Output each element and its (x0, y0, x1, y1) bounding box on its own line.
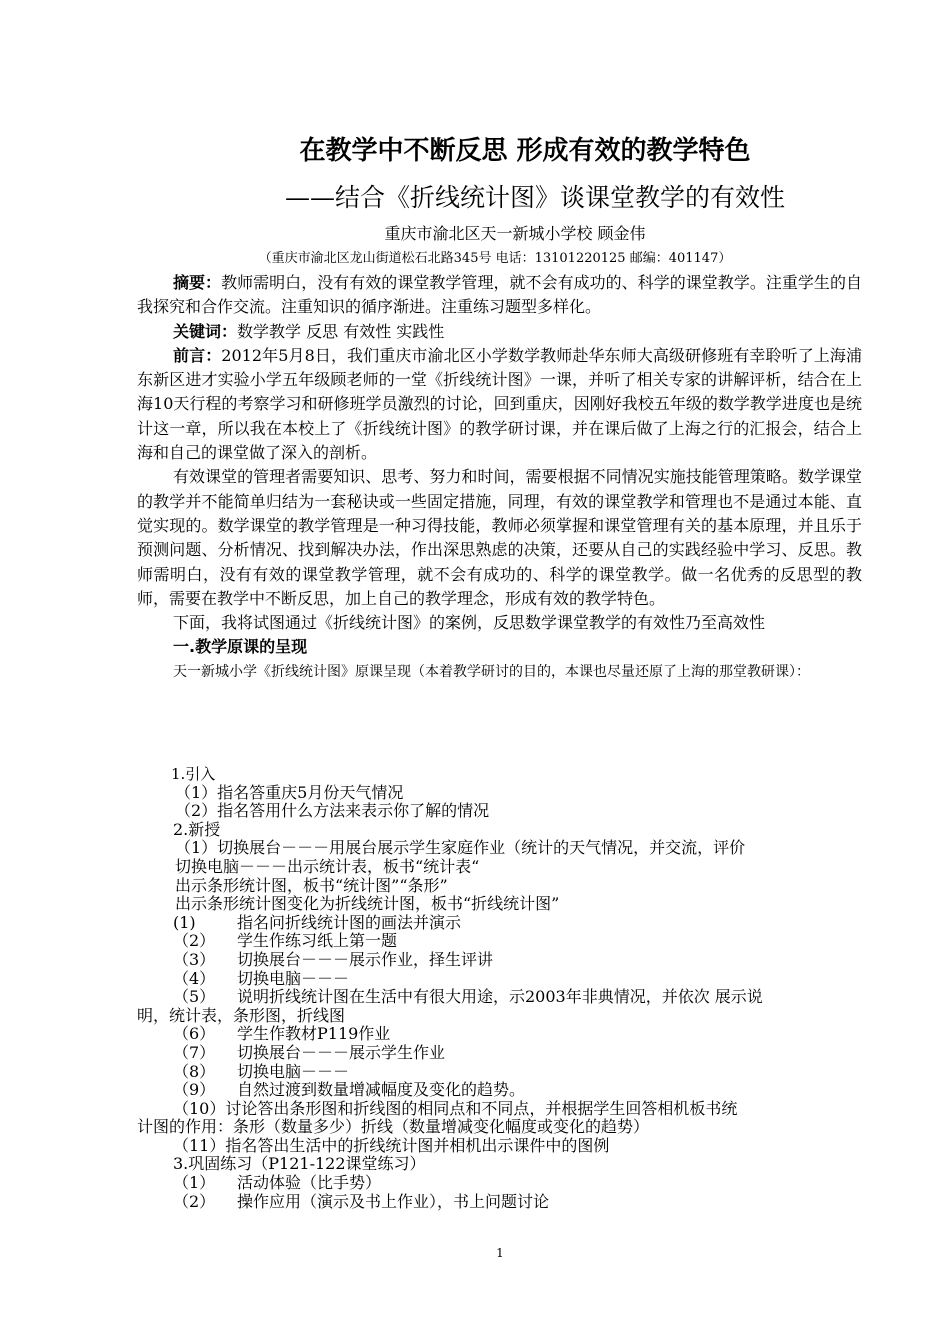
item-text: 指名问折线统计图的画法并演示 (237, 912, 462, 932)
abstract-paragraph (137, 271, 862, 320)
outline-numbered-item (137, 1044, 862, 1063)
outline-item: 出示条形统计图变化为折线统计图，板书“折线统计图” (175, 894, 560, 914)
outline-item: （11）指名答出生活中的折线统计图并相机出示课件中的图例 (173, 1135, 610, 1155)
outline-intro-heading: 1.引入 (171, 765, 216, 783)
body-paragraph-1: 有效课堂的管理者需要知识、思考、努力和时间，需要根据不同情况实施技能管理策略。数学课堂的教学并不能简单归结为一套秘诀或一些固定措施，同理，有效的课堂教学和管理也不是通过本能、直觉实现的。数学课堂的教学管理是一种习得技能，教师必须掌握和课堂管理有关的基本原理，并且乐于预测问题、分析情况、找到解决办法，作出深思熟虑的决策，还要从自己的实践经验中学习、反思。教师需明白，没有有效的课堂教学管理，就不会有成功的、科学的课堂教学。做一名优秀的反思型的教师，需要在教学中不断反思，加上自己的教学理念，形成有效的教学特色。 (137, 467, 862, 608)
outline-item-continuation: 计图的作用：条形（数量多少）折线（数量增减变化幅度或变化的趋势） (137, 1117, 650, 1137)
outline-numbered-item (137, 1174, 862, 1193)
outline-numbered-item (137, 932, 862, 951)
keywords-label: 关键词： (173, 321, 238, 341)
outline-item: （2）指名答用什么方法来表示你了解的情况 (175, 801, 490, 821)
item-number: （2） (173, 1191, 216, 1211)
body-text (137, 271, 862, 685)
body-paragraph-2: 下面，我将试图通过《折线统计图》的案例，反思数学课堂教学的有效性乃至高效性 (173, 613, 766, 633)
item-text: 切换展台－－－展示学生作业 (237, 1042, 446, 1062)
outline-numbered-item (137, 914, 862, 933)
item-number: (1) (173, 912, 196, 932)
page-number: 1 (496, 1246, 504, 1260)
lesson-outline (137, 765, 862, 1211)
outline-numbered-item (137, 1193, 862, 1212)
item-text: 切换展台－－－展示作业，择生评讲 (237, 949, 494, 969)
item-text: 学生作练习纸上第一题 (237, 931, 398, 951)
outline-item: （1）切换展台－－－用展台展示学生家庭作业（统计的天气情况，并交流，评价 (175, 838, 746, 858)
keywords-text: 数学教学 反思 有效性 实践性 (237, 321, 445, 341)
author-line: 重庆市渝北区天一新城小学校 顾金伟 (384, 224, 646, 243)
outline-item: 切换电脑－－－出示统计表，板书“统计表“ (175, 856, 480, 876)
item-text: 切换电脑－－－ (237, 968, 350, 988)
item-text: 学生作教材P119作业 (237, 1024, 391, 1044)
outline-numbered-item (137, 988, 862, 1007)
document-subtitle: ——结合《折线统计图》谈课堂教学的有效性 (284, 183, 785, 212)
preface-label: 前言： (173, 345, 222, 365)
document-title: 在教学中不断反思 形成有效的教学特色 (299, 136, 751, 166)
outline-item: （10）讨论答出条形图和折线图的相同点和不同点，并根据学生回答相机板书统 (173, 1098, 738, 1118)
keywords-paragraph (137, 320, 862, 344)
outline-practice-heading: 3.巩固练习（P121-122课堂练习） (173, 1154, 426, 1174)
section-heading-1: 一.教学原课的呈现 (173, 637, 308, 657)
item-number: （5） (173, 987, 216, 1007)
item-text: 活动体验（比手势） (237, 1173, 382, 1193)
outline-numbered-item (137, 970, 862, 989)
item-text: 自然过渡到数量增减幅度及变化的趋势。 (237, 1080, 526, 1100)
address-line: （重庆市渝北区龙山街道松石北路345号 电话：13101220125 邮编：401147） (258, 251, 732, 266)
item-text: 切换电脑－－－ (237, 1061, 350, 1081)
section-1-intro: 天一新城小学《折线统计图》原课呈现（本着教学研讨的目的，本课也尽量还原了上海的那堂教研课）： (173, 663, 810, 680)
item-number: （8） (173, 1061, 216, 1081)
outline-item: 出示条形统计图，板书“统计图”“条形” (175, 875, 448, 895)
preface-paragraph (137, 344, 862, 465)
outline-item-continuation: 明，统计表，条形图，折线图 (137, 1005, 346, 1025)
outline-numbered-item (137, 1063, 862, 1082)
item-number: （3） (173, 949, 216, 969)
abstract-text: 教师需明白，没有有效的课堂教学管理，就不会有成功的、科学的课堂教学。注重学生的自我探究和合作交流。注重知识的循序渐进。注重练习题型多样化。 (137, 273, 862, 317)
abstract-label: 摘要： (173, 273, 222, 292)
item-number: （6） (173, 1024, 216, 1044)
item-text: 说明折线统计图在生活中有很大用途，示2003年非典情况，并依次 展示说 (237, 987, 763, 1007)
preface-text: 2012年5月8日，我们重庆市渝北区小学数学教师赴华东师大高级研修班有幸聆听了上海浦东新区进才实验小学五年级顾老师的一堂《折线统计图》一课，并听了相关专家的讲解评析，结合在上海10天行程的考察学习和研修班学员激烈的讨论，回到重庆，因刚好我校五年级的数学教学进度也是统计这一章，所以我在本校上了《折线统计图》的教学研讨课，并在课后做了上海之行的汇报会，结合上海和自己的课堂做了深入的剖析。 (137, 345, 862, 463)
item-number: （1） (173, 1173, 216, 1193)
outline-numbered-item (137, 951, 862, 970)
item-number: （4） (173, 968, 216, 988)
outline-numbered-item (137, 1081, 862, 1100)
outline-new-heading: 2.新授 (173, 819, 221, 839)
item-number: （9） (173, 1080, 216, 1100)
outline-numbered-item (137, 1025, 862, 1044)
item-number: （2） (173, 931, 216, 951)
item-number: （7） (173, 1042, 216, 1062)
item-text: 操作应用（演示及书上作业），书上问题讨论 (237, 1191, 550, 1211)
outline-item: （1）指名答重庆5月份天气情况 (175, 782, 404, 802)
